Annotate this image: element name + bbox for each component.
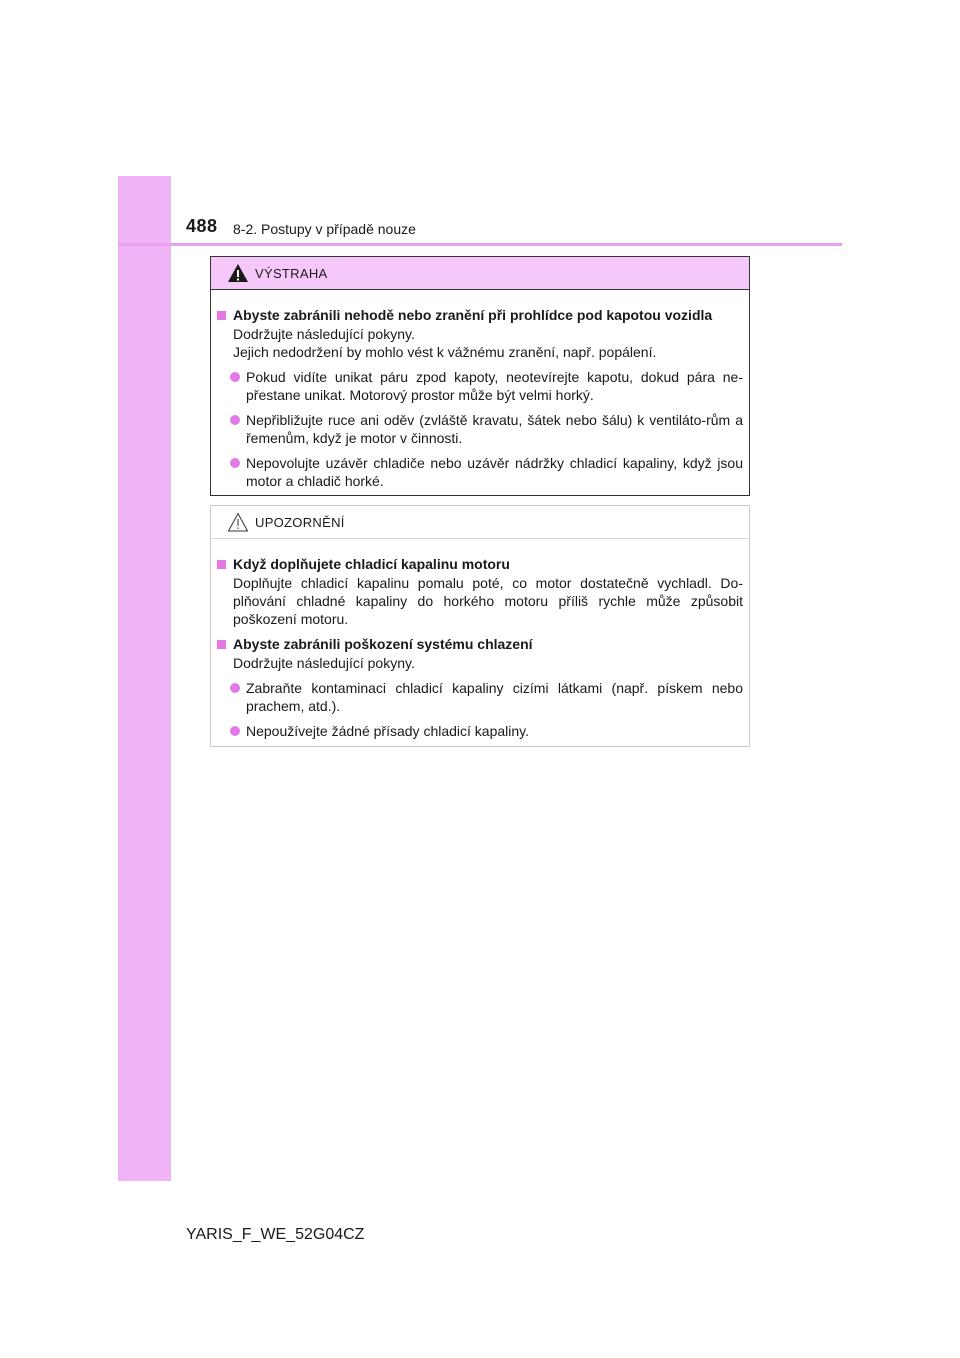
notice-heading-text: Abyste zabránili poškození systému chlazení: [233, 636, 533, 652]
circle-bullet-icon: [229, 368, 242, 404]
list-item-text: Nepoužívejte žádné přísady chladicí kapaliny.: [246, 723, 530, 739]
warning-heading: [217, 306, 743, 325]
notice-paragraph: Dodržujte následující pokyny.: [233, 655, 415, 671]
notice-heading-cooling-system: [217, 635, 743, 654]
square-bullet-icon: [217, 306, 227, 325]
warning-intro-2: Jejich nedodržení by mohlo vést k vážnému zranění, např. popálení.: [233, 344, 657, 360]
notice-box: [210, 505, 750, 747]
square-bullet-icon: [217, 635, 227, 654]
warning-label: VÝSTRAHA: [255, 266, 328, 281]
list-item: [217, 411, 743, 447]
warning-box-header: [211, 257, 749, 290]
document-code: YARIS_F_WE_52G04CZ: [186, 1226, 365, 1243]
header-divider: [118, 243, 842, 246]
list-item-text: Nepovolujte uzávěr chladiče nebo uzávěr nádržky chladicí kapaliny, když jsou motor a chladič horké.: [246, 455, 743, 489]
circle-bullet-icon: [229, 679, 242, 715]
square-bullet-icon: [217, 555, 227, 574]
notice-paragraph: Doplňujte chladicí kapalinu pomalu poté, co motor dostatečně vychladl. Do-plňování chladné kapaliny do horkého motoru příliš rychle může způsobit poškození motoru.: [233, 575, 743, 627]
circle-bullet-icon: [229, 454, 242, 490]
section-title: 8-2. Postupy v případě nouze: [233, 221, 416, 237]
warning-triangle-filled-icon: [227, 263, 249, 283]
chapter-sidebar-tab: [118, 176, 171, 1181]
notice-label: UPOZORNĚNÍ: [255, 515, 345, 530]
warning-intro-1: Dodržujte následující pokyny.: [233, 326, 415, 342]
list-item-text: Pokud vidíte unikat páru zpod kapoty, neotevírejte kapotu, dokud pára ne-přestane unikat. Motorový prostor může být velmi horký.: [246, 369, 743, 403]
list-item: [217, 454, 743, 490]
notice-box-header: [211, 506, 749, 539]
warning-heading-text: Abyste zabránili nehodě nebo zranění při prohlídce pod kapotou vozidla: [233, 307, 713, 323]
notice-heading-coolant: [217, 555, 743, 574]
circle-bullet-icon: [229, 411, 242, 447]
list-item-text: Zabraňte kontaminaci chladicí kapaliny cizími látkami (např. pískem nebo prachem, atd.).: [246, 680, 743, 714]
notice-heading-text: Když doplňujete chladicí kapalinu motoru: [233, 556, 510, 572]
list-item: [217, 722, 743, 740]
list-item: [217, 368, 743, 404]
caution-triangle-outline-icon: [227, 512, 249, 532]
page-number: 488: [186, 216, 218, 236]
list-item: [217, 679, 743, 715]
list-item-text: Nepřibližujte ruce ani oděv (zvláště kravatu, šátek nebo šálu) k ventiláto-rům a řemenům, když je motor v činnosti.: [246, 412, 743, 446]
circle-bullet-icon: [229, 722, 242, 740]
warning-box: [210, 256, 750, 496]
